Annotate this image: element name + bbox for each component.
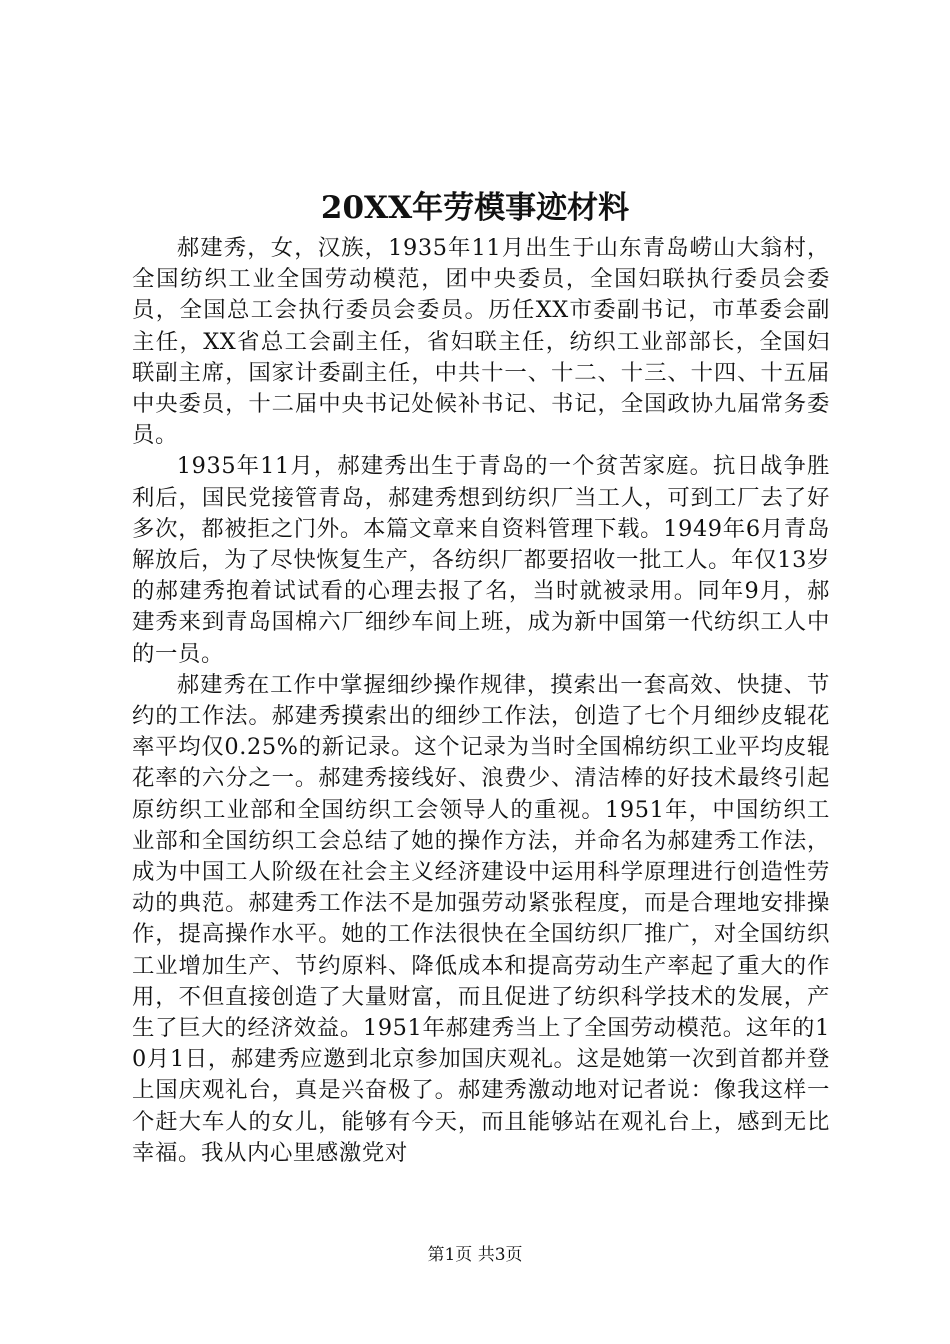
document-title: 20XX年劳模事迹材料	[320, 190, 630, 226]
paragraph-2: 1935年11月，郝建秀出生于青岛的一个贫苦家庭。抗日战争胜利后，国民党接管青岛，郝建秀想到纺织厂当工人，可到工厂去了好多次，都被拒之门外。本篇文章来自资料管理下载。1949年6月青岛解放后，为了尽快恢复生产，各纺织厂都要招收一批工人。年仅13岁的郝建秀抱着试试看的心理去报了名，当时就被录用。同年9月，郝建秀来到青岛国棉六厂细纱车间上班，成为新中国第一代纺织工人中的一员。	[132, 453, 830, 667]
paragraph-3: 郝建秀在工作中掌握细纱操作规律，摸索出一套高效、快捷、节约的工作法。郝建秀摸索出的细纱工作法，创造了七个月细纱皮辊花率平均仅0.25%的新记录。这个记录为当时全国棉纺织工业平均皮辊花率的六分之一。郝建秀接线好、浪费少、清洁棒的好技术最终引起原纺织工业部和全国纺织工会领导人的重视。1951年，中国纺织工业部和全国纺织工会总结了她的操作方法，并命名为郝建秀工作法，成为中国工人阶级在社会主义经济建设中运用科学原理进行创造性劳动的典范。郝建秀工作法不是加强劳动紧张程度，而是合理地安排操作，提高操作水平。她的工作法很快在全国纺织厂推广，对全国纺织工业增加生产、节约原料、降低成本和提高劳动生产率起了重大的作用，不但直接创造了大量财富，而且促进了纺织科学技术的发展，产生了巨大的经济效益。1951年郝建秀当上了全国劳动模范。这年的10月1日，郝建秀应邀到北京参加国庆观礼。这是她第一次到首都并登上国庆观礼台，真是兴奋极了。郝建秀激动地对记者说：像我这样一个赶大车人的女儿，能够有今天，而且能够站在观礼台上，感到无比幸福。我从内心里感激党对	[132, 671, 830, 1166]
page-footer: 第1页 共3页	[427, 1245, 523, 1265]
document-body	[132, 233, 830, 1169]
paragraph-1: 郝建秀，女，汉族，1935年11月出生于山东青岛崂山大翁村，全国纺织工业全国劳动模范，团中央委员，全国妇联执行委员会委员，全国总工会执行委员会委员。历任XX市委副书记，市革委会副主任，XX省总工会副主任，省妇联主任，纺织工业部部长，全国妇联副主席，国家计委副主任，中共十一、十二、十三、十四、十五届中央委员，十二届中央书记处候补书记、书记，全国政协九届常务委员。	[132, 235, 830, 449]
